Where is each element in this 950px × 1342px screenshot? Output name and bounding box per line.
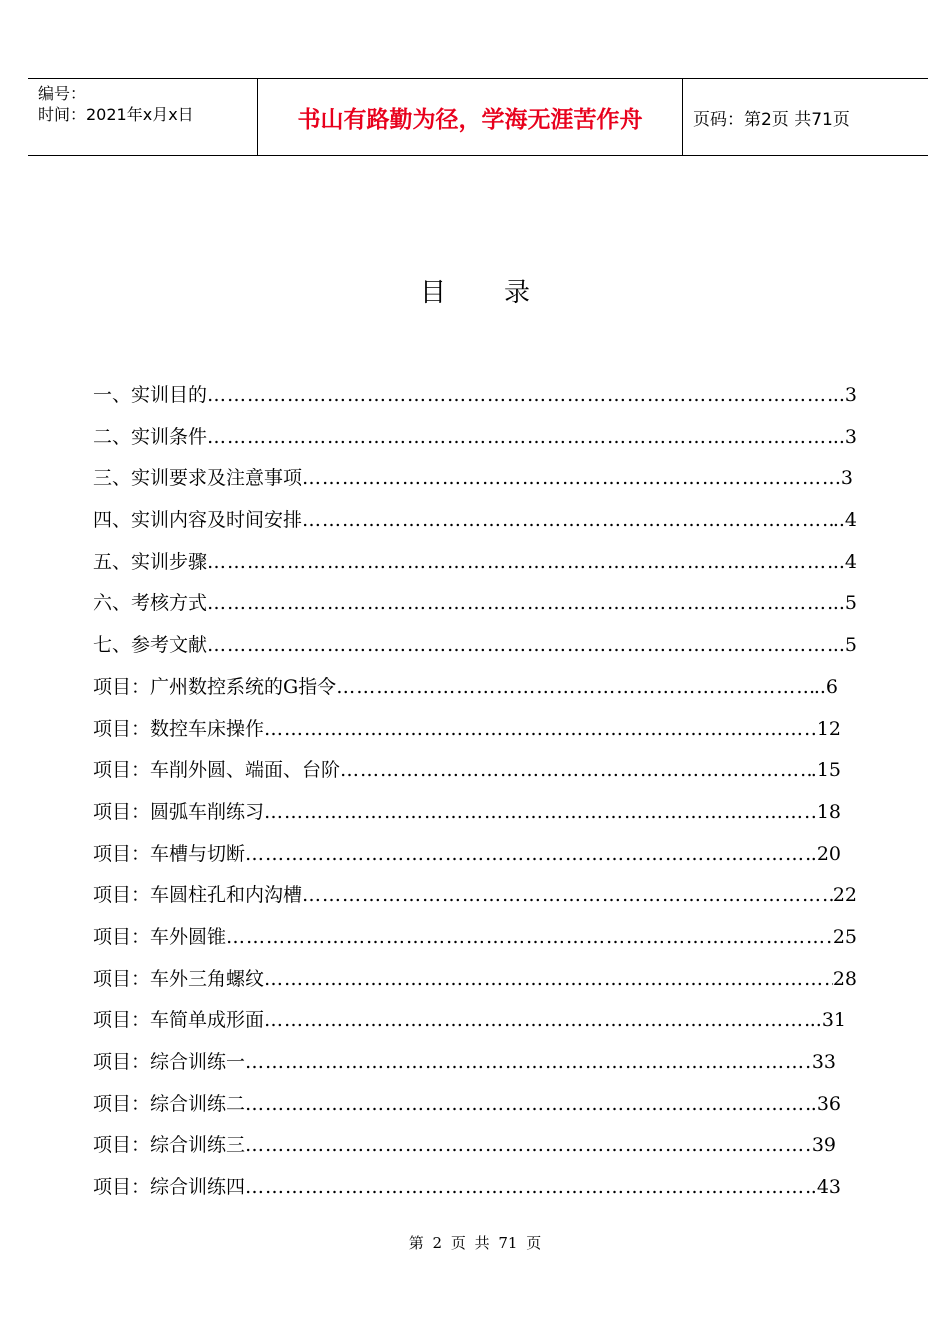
toc-leader-dots: [226, 926, 833, 948]
toc-leader-dots: [264, 801, 811, 823]
toc-leader-dots: [302, 467, 835, 489]
toc-entry-page: .3: [834, 467, 853, 490]
toc-entry[interactable]: [93, 1089, 841, 1131]
toc-entry-page: .12: [810, 717, 841, 740]
toc-entry[interactable]: [93, 964, 857, 1006]
toc-entry-label: 四、实训内容及时间安排: [93, 509, 303, 532]
toc-entry-page: 33: [811, 1051, 836, 1073]
toc-entry-label: 项目：综合训练三: [93, 1134, 246, 1157]
toc-entry[interactable]: [93, 630, 857, 672]
toc-entry[interactable]: [93, 714, 841, 756]
toc-entry[interactable]: [93, 1130, 836, 1172]
toc-leader-dots: [264, 968, 833, 990]
header-page-info: 页码：第2页 共71页: [693, 109, 850, 130]
page-title: 目录: [419, 278, 588, 308]
toc-entry-label: 项目：综合训练四: [93, 1176, 246, 1199]
toc-entry[interactable]: [93, 1172, 841, 1214]
toc-entry-label: 项目：车削外圆、端面、台阶: [93, 759, 341, 782]
toc-entry-page: .36: [810, 1092, 841, 1115]
toc-entry-page: ..3: [832, 425, 857, 448]
toc-entry-page: ..4: [832, 550, 857, 573]
toc-entry-page: .15: [810, 759, 841, 782]
toc-entry[interactable]: [93, 839, 841, 881]
toc-entry[interactable]: [93, 1005, 846, 1047]
table-of-contents: [93, 380, 873, 1214]
toc-entry-page: ..4: [832, 509, 857, 532]
toc-entry-label: 项目：综合训练二: [93, 1092, 246, 1115]
toc-entry[interactable]: [93, 547, 857, 589]
toc-leader-dots: [245, 1134, 812, 1156]
toc-entry-label: 项目：圆弧车削练习: [93, 800, 265, 823]
toc-entry[interactable]: [93, 463, 853, 505]
toc-leader-dots: [245, 1176, 811, 1198]
header-number-label: 编号：: [38, 84, 87, 103]
header-meta: [28, 79, 257, 155]
toc-entry-page: .43: [810, 1176, 841, 1199]
toc-entry-label: 项目：广州数控系统的G指令: [93, 675, 337, 698]
toc-entry-page: ..3: [832, 384, 857, 406]
toc-entry-label: 项目：车圆柱孔和内沟槽: [93, 884, 303, 907]
toc-leader-dots: [207, 384, 833, 406]
toc-entry-page: 22: [832, 884, 857, 907]
toc-leader-dots: [302, 509, 833, 531]
toc-entry[interactable]: [93, 422, 857, 464]
toc-entry[interactable]: [93, 755, 841, 797]
page-header: [28, 78, 928, 156]
toc-leader-dots: [245, 1093, 811, 1115]
header-time-label: 时间：2021年x月x日: [38, 105, 194, 124]
toc-entry-label: 项目：数控车床操作: [93, 717, 265, 740]
toc-leader-dots: [302, 884, 833, 906]
toc-entry[interactable]: [93, 672, 838, 714]
toc-entry[interactable]: [93, 922, 857, 964]
toc-entry-page: .18: [810, 800, 841, 823]
toc-entry[interactable]: [93, 797, 841, 839]
toc-entry[interactable]: [93, 505, 857, 547]
toc-entry-label: 二、实训条件: [93, 425, 208, 448]
toc-entry[interactable]: [93, 380, 857, 422]
toc-entry-label: 项目：综合训练一: [93, 1051, 246, 1073]
toc-entry-label: 项目：车外圆锥: [93, 925, 227, 948]
toc-entry-label: 六、考核方式: [93, 592, 208, 615]
toc-entry-page: ..31: [809, 1009, 846, 1032]
toc-leader-dots: [340, 759, 811, 781]
toc-entry-label: 五、实训步骤: [93, 550, 208, 573]
header-motto: 书山有路勤为径，学海无涯苦作舟: [257, 79, 683, 155]
toc-entry[interactable]: [93, 588, 857, 630]
toc-entry-page: ..5: [832, 634, 857, 657]
toc-entry-page: ..5: [832, 592, 857, 615]
toc-entry-label: 七、参考文献: [93, 634, 208, 657]
toc-leader-dots: [207, 592, 833, 614]
toc-leader-dots: [207, 634, 833, 656]
toc-leader-dots: [336, 676, 814, 698]
toc-entry-page: 28: [832, 967, 857, 990]
toc-entry-page: 25: [832, 925, 857, 948]
toc-entry-page: .20: [810, 842, 841, 865]
toc-entry-label: 项目：车简单成形面: [93, 1009, 265, 1032]
toc-entry[interactable]: [93, 880, 857, 922]
toc-leader-dots: [207, 551, 833, 573]
toc-entry-label: 项目：车槽与切断: [93, 842, 246, 865]
toc-leader-dots: [264, 718, 811, 740]
toc-entry-label: 一、实训目的: [93, 384, 208, 406]
toc-leader-dots: [245, 1051, 812, 1073]
page-footer: 第 2 页 共 71 页: [408, 1234, 542, 1252]
toc-leader-dots: [264, 1009, 810, 1031]
toc-leader-dots: [245, 843, 811, 865]
toc-leader-dots: [207, 426, 833, 448]
toc-entry[interactable]: [93, 1047, 836, 1089]
toc-entry-label: 项目：车外三角螺纹: [93, 967, 265, 990]
toc-entry-label: 三、实训要求及注意事项: [93, 467, 303, 490]
toc-entry-page: ..6: [813, 675, 838, 698]
toc-entry-page: 39: [811, 1134, 836, 1157]
